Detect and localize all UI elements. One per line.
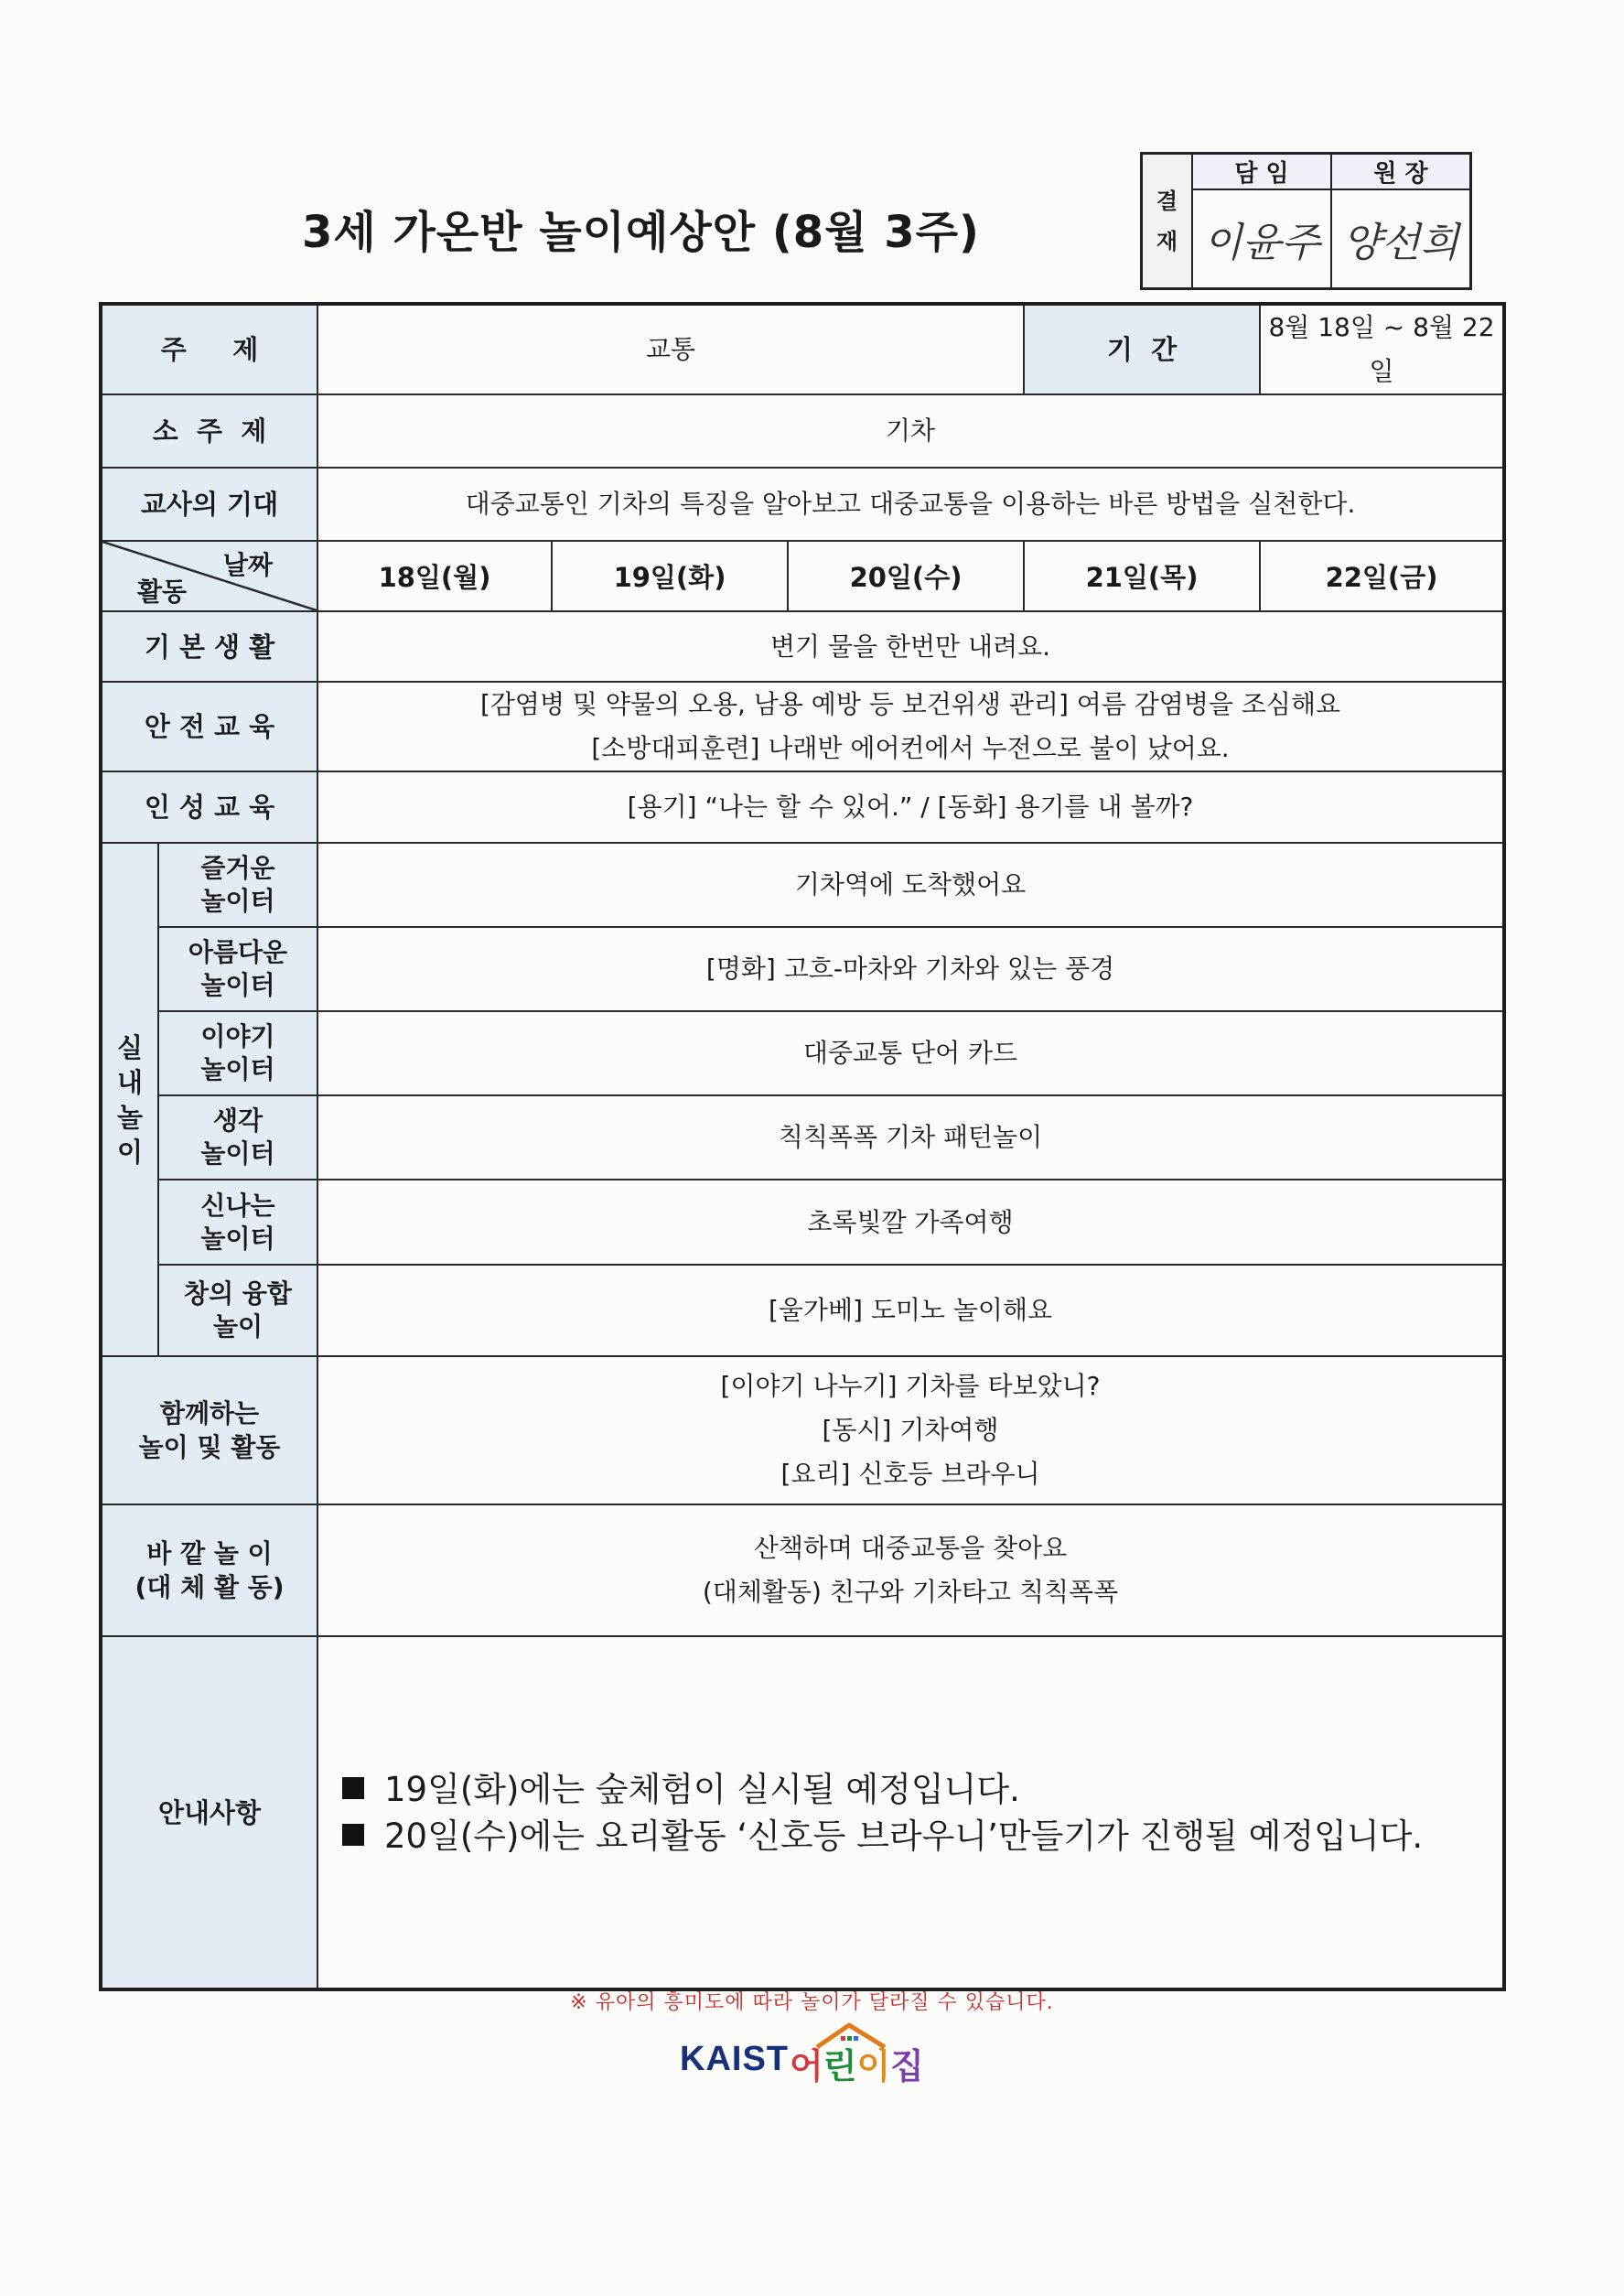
approval-side-label xyxy=(1142,154,1193,289)
approval-side-top: 결 xyxy=(1156,188,1178,214)
indoor-area-label xyxy=(158,843,317,927)
expectation-row xyxy=(101,468,1504,541)
notice-label: 안내사항 xyxy=(101,1636,317,1989)
approval-box xyxy=(1140,152,1472,290)
theme-value: 교통 xyxy=(317,304,1024,394)
date-activity-header xyxy=(101,541,317,611)
director-label: 원 장 xyxy=(1331,154,1471,190)
logo-korean xyxy=(790,2038,924,2088)
basic-life-row xyxy=(101,611,1504,682)
notice-value xyxy=(317,1636,1504,1989)
expectation-label: 교사의 기대 xyxy=(101,468,317,541)
expectation-value: 대중교통인 기차의 특징을 알아보고 대중교통을 이용하는 바른 방법을 실천한다. xyxy=(317,468,1504,541)
indoor-area-label xyxy=(158,1265,317,1356)
together-label xyxy=(101,1356,317,1504)
area-label-line: 놀이터 xyxy=(200,1138,275,1169)
indoor-area-value: 칙칙폭폭 기차 패턴놀이 xyxy=(317,1095,1504,1180)
indoor-row xyxy=(101,1265,1504,1356)
area-label-line: 이야기 xyxy=(200,1021,275,1051)
indoor-row xyxy=(101,1011,1504,1095)
indoor-row xyxy=(101,1180,1504,1265)
area-label-line: 신나는 xyxy=(200,1190,275,1221)
outdoor-line: 산책하며 대중교통을 찾아요 xyxy=(753,1533,1068,1563)
area-label-line: 놀이터 xyxy=(200,1054,275,1084)
area-label-line: 즐거운 xyxy=(200,853,275,883)
safety-label: 안 전 교 육 xyxy=(101,682,317,771)
date-label: 날짜 xyxy=(222,550,274,580)
director-signature: 양선희 xyxy=(1331,189,1471,289)
notice-row xyxy=(101,1636,1504,1989)
day-tue: 19일(화) xyxy=(552,541,788,611)
area-label-line: 아름다운 xyxy=(188,937,288,967)
outdoor-label-line: (대 체 활 동) xyxy=(134,1572,285,1602)
indoor-area-value: [울가베] 도미노 놀이해요 xyxy=(317,1265,1504,1356)
indoor-label-char: 실 xyxy=(116,1031,143,1063)
character-label: 인 성 교 육 xyxy=(101,771,317,843)
area-label-line: 놀이터 xyxy=(200,1223,275,1254)
together-line: [요리] 신호등 브라우니 xyxy=(780,1459,1040,1489)
notice-item xyxy=(342,1813,1502,1859)
indoor-area-label xyxy=(158,1011,317,1095)
day-fri: 22일(금) xyxy=(1260,541,1504,611)
outdoor-label xyxy=(101,1504,317,1636)
indoor-area-value: [명화] 고흐-마차와 기차와 있는 풍경 xyxy=(317,927,1504,1011)
outdoor-value xyxy=(317,1504,1504,1636)
outdoor-line: (대체활동) 친구와 기차타고 칙칙폭폭 xyxy=(702,1577,1119,1607)
notice-text: 20일(수)에는 요리활동 ‘신호등 브라우니’만들기가 진행될 예정입니다. xyxy=(384,1816,1424,1856)
logo-char: 린 xyxy=(823,2046,857,2086)
indoor-area-label xyxy=(158,1095,317,1180)
logo-char: 집 xyxy=(890,2046,924,2086)
area-label-line: 놀이 xyxy=(212,1311,263,1342)
play-plan-table xyxy=(99,302,1506,1991)
theme-label: 주 제 xyxy=(101,304,317,394)
indoor-area-value: 기차역에 도착했어요 xyxy=(317,843,1504,927)
basic-life-value: 변기 물을 한번만 내려요. xyxy=(317,611,1504,682)
safety-value xyxy=(317,682,1504,771)
indoor-row xyxy=(101,843,1504,927)
day-thu: 21일(목) xyxy=(1024,541,1260,611)
date-header-row xyxy=(101,541,1504,611)
outdoor-row xyxy=(101,1504,1504,1636)
indoor-area-value: 초록빛깔 가족여행 xyxy=(317,1180,1504,1265)
indoor-area-label xyxy=(158,927,317,1011)
safety-line: [감염병 및 약물의 오용, 남용 예방 등 보건위생 관리] 여름 감염병을 조심해요 xyxy=(479,689,1341,719)
notice-text: 19일(화)에는 숲체험이 실시될 예정입니다. xyxy=(384,1769,1020,1809)
day-mon: 18일(월) xyxy=(317,541,552,611)
bullet-square-icon xyxy=(342,1777,364,1799)
activity-label: 활동 xyxy=(137,577,188,607)
outdoor-label-line: 바 깥 놀 이 xyxy=(146,1538,273,1568)
approval-side-bottom: 재 xyxy=(1156,228,1178,254)
area-label-line: 생각 xyxy=(212,1105,263,1136)
area-label-line: 놀이터 xyxy=(200,886,275,916)
period-value: 8월 18일 ~ 8월 22일 xyxy=(1260,304,1504,394)
together-row xyxy=(101,1356,1504,1504)
teacher-signature: 이윤주 xyxy=(1192,189,1331,289)
indoor-label-char: 놀 xyxy=(116,1101,143,1133)
notice-item xyxy=(342,1766,1502,1813)
safety-line: [소방대피훈련] 나래반 에어컨에서 누전으로 불이 났어요. xyxy=(591,733,1230,763)
indoor-row xyxy=(101,1095,1504,1180)
together-label-line: 함께하는 xyxy=(159,1398,260,1428)
page-title: 3세 가온반 놀이예상안 (8월 3주) xyxy=(302,207,980,258)
period-label: 기 간 xyxy=(1024,304,1260,394)
together-value xyxy=(317,1356,1504,1504)
together-label-line: 놀이 및 활동 xyxy=(138,1432,281,1462)
character-row xyxy=(101,771,1504,843)
kaist-daycare-logo xyxy=(680,2020,929,2084)
indoor-label-char: 내 xyxy=(116,1066,143,1098)
teacher-label: 담 임 xyxy=(1192,154,1331,190)
logo-char: 어 xyxy=(790,2046,823,2086)
footnote: ※ 유아의 흥미도에 따라 놀이가 달라질 수 있습니다. xyxy=(570,1991,1054,2014)
indoor-label-char: 이 xyxy=(116,1136,143,1168)
area-label-line: 놀이터 xyxy=(200,970,275,1000)
indoor-row xyxy=(101,927,1504,1011)
indoor-area-label xyxy=(158,1180,317,1265)
subtheme-label: 소 주 제 xyxy=(101,394,317,468)
subtheme-row xyxy=(101,394,1504,468)
indoor-area-value: 대중교통 단어 카드 xyxy=(317,1011,1504,1095)
subtheme-value: 기차 xyxy=(317,394,1504,468)
day-wed: 20일(수) xyxy=(788,541,1024,611)
bullet-square-icon xyxy=(342,1824,364,1846)
character-value: [용기] “나는 할 수 있어.” / [동화] 용기를 내 볼까? xyxy=(317,771,1504,843)
area-label-line: 창의 융합 xyxy=(184,1278,292,1309)
logo-char: 이 xyxy=(856,2046,891,2086)
together-line: [이야기 나누기] 기차를 타보았니? xyxy=(720,1371,1101,1401)
safety-row xyxy=(101,682,1504,771)
theme-row xyxy=(101,304,1504,394)
indoor-play-label xyxy=(101,843,158,1356)
basic-life-label: 기 본 생 활 xyxy=(101,611,317,682)
logo-brand: KAIST xyxy=(680,2040,789,2078)
together-line: [동시] 기차여행 xyxy=(822,1415,999,1445)
